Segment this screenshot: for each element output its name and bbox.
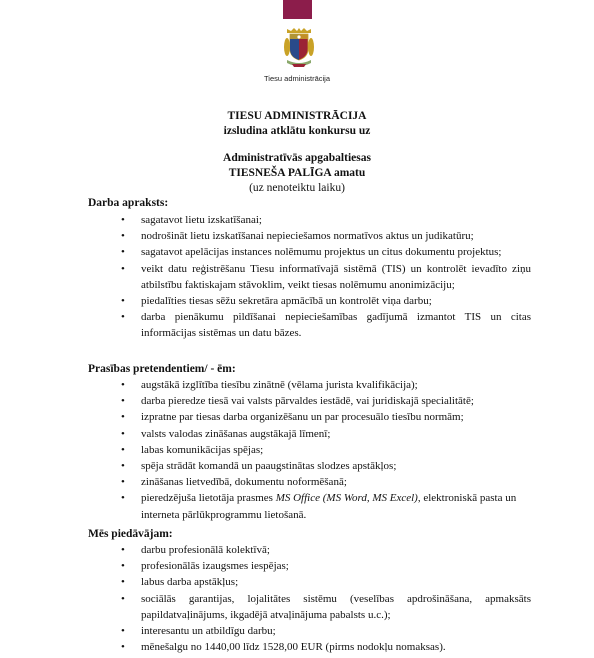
- list-item: • izpratne par tiesas darba organizēšanu un par procesuālo tiesību normām;: [121, 409, 531, 425]
- list-item: • piedalīties tiesas sēžu sekretāra apmācībā un kontrolēt viņa darbu;: [121, 293, 531, 309]
- skills-software: MS Office (MS Word, MS Excel): [275, 492, 418, 505]
- skills-suffix: , elektroniskā pasta un interneta pārlūkprogrammu lietošanā.: [141, 492, 517, 521]
- list-item: • sagatavot apelācijas instances nolēmumu projektus un citus dokumentu projektus;: [121, 244, 531, 260]
- title-court: Administratīvās apgabaltiesas: [223, 152, 371, 164]
- duties-heading: Darba apraksts:: [88, 197, 169, 209]
- list-item: • mēnešalgu no 1440,00 līdz 1528,00 EUR (pirms nodokļu nomaksas).: [121, 639, 531, 655]
- list-item: • labus darba apstākļus;: [121, 574, 531, 590]
- list-item: • darba pienākumu pildīšanai nepieciešamības gadījumā izmantot TIS un citas informācijas sistēmas un datu bāzes.: [121, 309, 531, 341]
- title-org: TIESU ADMINISTRĀCIJA: [227, 110, 367, 122]
- title-position: TIESNEŠA PALĪGA amatu: [228, 167, 366, 179]
- title-announcement: izsludina atklātu konkursu uz: [223, 125, 371, 137]
- list-item: [121, 490, 531, 522]
- duties-list: [121, 212, 531, 342]
- list-item: • interesantu un atbildīgu darbu;: [121, 623, 531, 639]
- org-name: Tiesu administrācija: [264, 74, 330, 83]
- list-item: • profesionālās izaugsmes iespējas;: [121, 558, 531, 574]
- list-item: • sagatavot lietu izskatīšanai;: [121, 212, 531, 228]
- list-item: • labas komunikācijas spējas;: [121, 442, 531, 458]
- title-term: (uz nenoteiktu laiku): [249, 182, 345, 194]
- skills-prefix: pieredzējuša lietotāja prasmes: [141, 492, 276, 505]
- list-item: • sociālās garantijas, lojalitātes sistēmu (veselības apdrošināšana, apmaksāts papildatvaļinājums, ikgadējā atvaļinājuma pabalsts u.c.);: [121, 591, 531, 623]
- list-item: • augstākā izglītība tiesību zinātnē (vēlama jurista kvalifikācija);: [121, 377, 531, 393]
- list-item: • darba pieredze tiesā vai valsts pārvaldes iestādē, vai juridiskajā specialitātē;: [121, 393, 531, 409]
- header-color-bar: [283, 0, 312, 19]
- list-item: • zināšanas lietvedībā, dokumentu noformēšanā;: [121, 474, 531, 490]
- offer-list: [121, 542, 531, 655]
- offer-heading: Mēs piedāvājam:: [88, 528, 173, 540]
- list-item: • valsts valodas zināšanas augstākajā līmenī;: [121, 426, 531, 442]
- coat-of-arms-icon: [284, 27, 314, 69]
- requirements-list: [121, 377, 531, 523]
- list-item: • veikt datu reģistrēšanu Tiesu informatīvajā sistēmā (TIS) un kontrolēt ievadīto ziņu atbilstību faktiskajam stāvoklim, veikt tiesas nolēmumu anonimizāciju;: [121, 261, 531, 293]
- list-item: • nodrošināt lietu izskatīšanai nepieciešamos normatīvos aktus un judikatūru;: [121, 228, 531, 244]
- requirements-heading: Prasības pretendentiem/ - ēm:: [88, 363, 236, 375]
- list-item: • darbu profesionālā kolektīvā;: [121, 542, 531, 558]
- list-item: • spēja strādāt komandā un paaugstinātas slodzes apstākļos;: [121, 458, 531, 474]
